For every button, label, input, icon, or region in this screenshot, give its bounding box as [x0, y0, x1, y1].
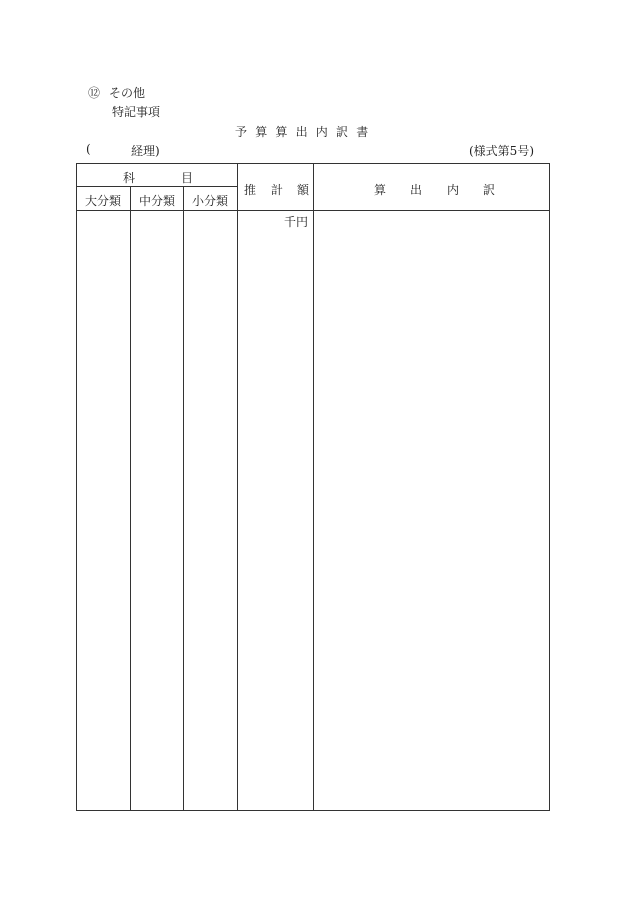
- section-number: ⑫: [88, 86, 101, 100]
- budget-breakdown-table: [76, 163, 550, 811]
- divider-col-3: [237, 164, 238, 810]
- divider-col-2: [183, 186, 184, 810]
- header-subject-2: 目: [181, 171, 194, 185]
- divider-col-1: [130, 186, 131, 810]
- divider-col-4: [313, 164, 314, 810]
- form-title: 予算算出内訳書: [235, 125, 377, 139]
- header-breakdown-4: 訳: [483, 183, 496, 197]
- header-estimate-2: 計: [271, 183, 284, 197]
- header-breakdown-2: 出: [410, 183, 423, 197]
- form-id: (様式第5号): [469, 144, 534, 158]
- header-major-category: 大分類: [85, 194, 122, 208]
- header-minor-category: 小分類: [192, 194, 229, 208]
- section-title: その他: [109, 86, 146, 100]
- header-subject-1: 科: [123, 171, 136, 185]
- header-estimate-1: 推: [244, 183, 257, 197]
- amount-unit: 千円: [284, 215, 309, 229]
- header-middle-category: 中分類: [139, 194, 176, 208]
- header-breakdown-3: 内: [447, 183, 460, 197]
- department-suffix: 経理): [131, 144, 160, 158]
- header-breakdown-1: 算: [374, 183, 387, 197]
- header-estimate-3: 額: [297, 183, 310, 197]
- divider-subject-row: [77, 186, 237, 187]
- special-notes-label: 特記事項: [112, 105, 161, 119]
- department-open-paren: (: [86, 142, 91, 156]
